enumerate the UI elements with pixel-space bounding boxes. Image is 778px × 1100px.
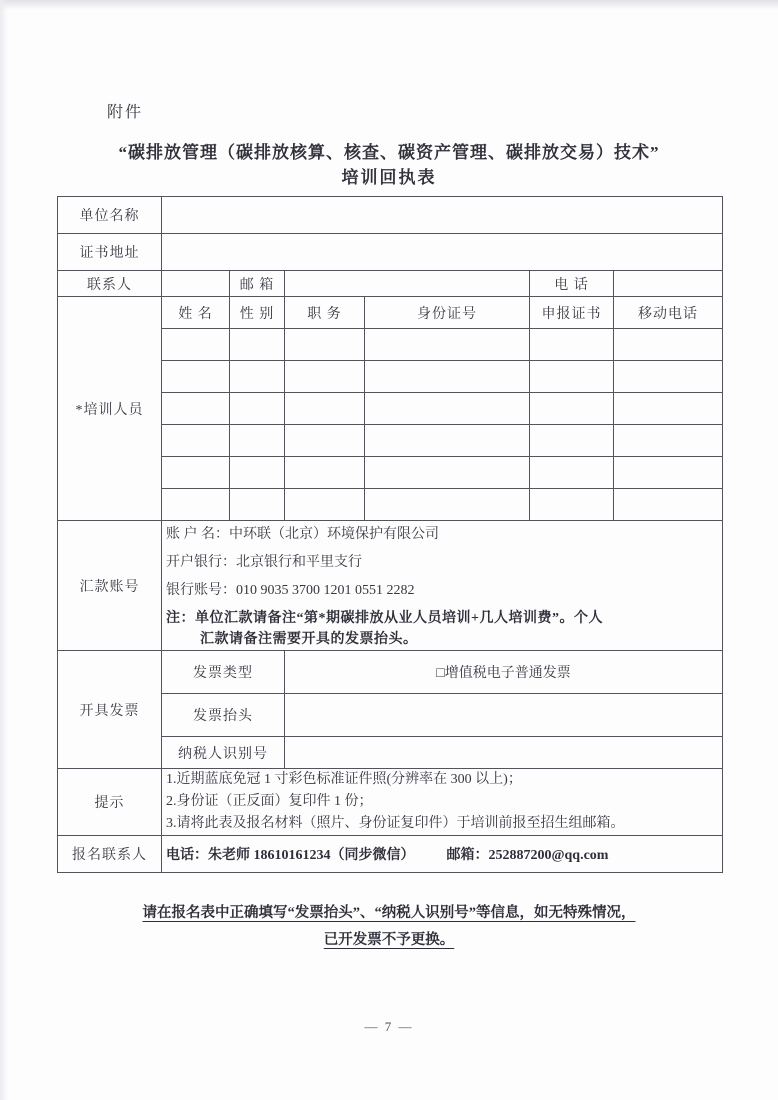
document-title bbox=[0, 141, 778, 190]
remittance-details bbox=[162, 521, 723, 651]
email-label: 邮 箱 bbox=[230, 271, 285, 297]
registration-form-table bbox=[57, 196, 723, 873]
title-line-1: “碳排放管理（碳排放核算、核查、碳资产管理、碳排放交易）技术” bbox=[118, 143, 660, 162]
col-header-position: 职 务 bbox=[285, 297, 365, 329]
registration-contact-phone: 电话：朱老师 18610161234（同步微信） bbox=[166, 848, 415, 863]
tip-1: 1.近期蓝底免冠 1 寸彩色标准证件照(分辨率在 300 以上)； bbox=[166, 772, 522, 787]
remittance-row bbox=[58, 521, 723, 651]
remittance-bank: 开户银行：北京银行和平里支行 bbox=[166, 555, 362, 570]
trainees-label: *培训人员 bbox=[58, 297, 162, 521]
cert-address-field bbox=[162, 234, 723, 271]
contact-row bbox=[58, 271, 723, 297]
unit-name-label: 单位名称 bbox=[58, 197, 162, 234]
remittance-label: 汇款账号 bbox=[58, 521, 162, 651]
tips-row bbox=[58, 769, 723, 836]
col-header-id-number: 身份证号 bbox=[365, 297, 530, 329]
invoice-type-value: □增值税电子普通发票 bbox=[285, 651, 723, 694]
attachment-label: 附件 bbox=[107, 104, 144, 121]
contact-name-field bbox=[162, 271, 230, 297]
tips-label: 提示 bbox=[58, 769, 162, 836]
col-header-mobile: 移动电话 bbox=[614, 297, 723, 329]
tips-content bbox=[162, 769, 723, 836]
col-header-certificate: 申报证书 bbox=[530, 297, 614, 329]
invoice-title-label: 发票抬头 bbox=[162, 694, 285, 737]
invoice-type-label: 发票类型 bbox=[162, 651, 285, 694]
email-field bbox=[285, 271, 530, 297]
page-number: — 7 — bbox=[364, 1019, 414, 1034]
tip-3: 3.请将此表及报名材料（照片、身份证复印件）于培训前报至招生组邮箱。 bbox=[166, 816, 625, 831]
phone-field bbox=[614, 271, 723, 297]
registration-contact-content bbox=[162, 836, 723, 873]
contact-label: 联系人 bbox=[58, 271, 162, 297]
registration-contact-label: 报名联系人 bbox=[58, 836, 162, 873]
tip-2: 2.身份证（正反面）复印件 1 份； bbox=[166, 794, 373, 809]
footer-note bbox=[0, 900, 778, 954]
registration-contact-email: 邮箱：252887200@qq.com bbox=[446, 848, 609, 863]
scan-top-edge bbox=[0, 0, 778, 10]
taxpayer-id-field bbox=[285, 737, 723, 769]
invoice-type-row bbox=[58, 651, 723, 694]
col-header-name: 姓 名 bbox=[162, 297, 230, 329]
phone-label: 电 话 bbox=[530, 271, 614, 297]
title-line-2: 培训回执表 bbox=[341, 168, 437, 187]
remittance-account-name: 账 户 名：中环联（北京）环境保护有限公司 bbox=[166, 527, 439, 542]
cert-address-label: 证书地址 bbox=[58, 234, 162, 271]
col-header-gender: 性 别 bbox=[230, 297, 285, 329]
invoice-label: 开具发票 bbox=[58, 651, 162, 769]
registration-contact-row bbox=[58, 836, 723, 873]
remittance-account-number: 银行账号：010 9035 3700 1201 0551 2282 bbox=[166, 583, 415, 598]
taxpayer-id-label: 纳税人识别号 bbox=[162, 737, 285, 769]
footer-note-line-1: 请在报名表中正确填写“发票抬头”、“纳税人识别号”等信息，如无特殊情况， bbox=[142, 905, 636, 921]
cert-address-row bbox=[58, 234, 723, 271]
footer-note-line-2: 已开发票不予更换。 bbox=[323, 932, 455, 948]
unit-name-field bbox=[162, 197, 723, 234]
trainee-header-row bbox=[58, 297, 723, 329]
invoice-title-field bbox=[285, 694, 723, 737]
remittance-note: 注：单位汇款请备注“第*期碳排放从业人员培训+几人培训费”。个人 汇款请备注需要开具的发票抬头。 bbox=[166, 611, 603, 647]
unit-name-row bbox=[58, 197, 723, 234]
